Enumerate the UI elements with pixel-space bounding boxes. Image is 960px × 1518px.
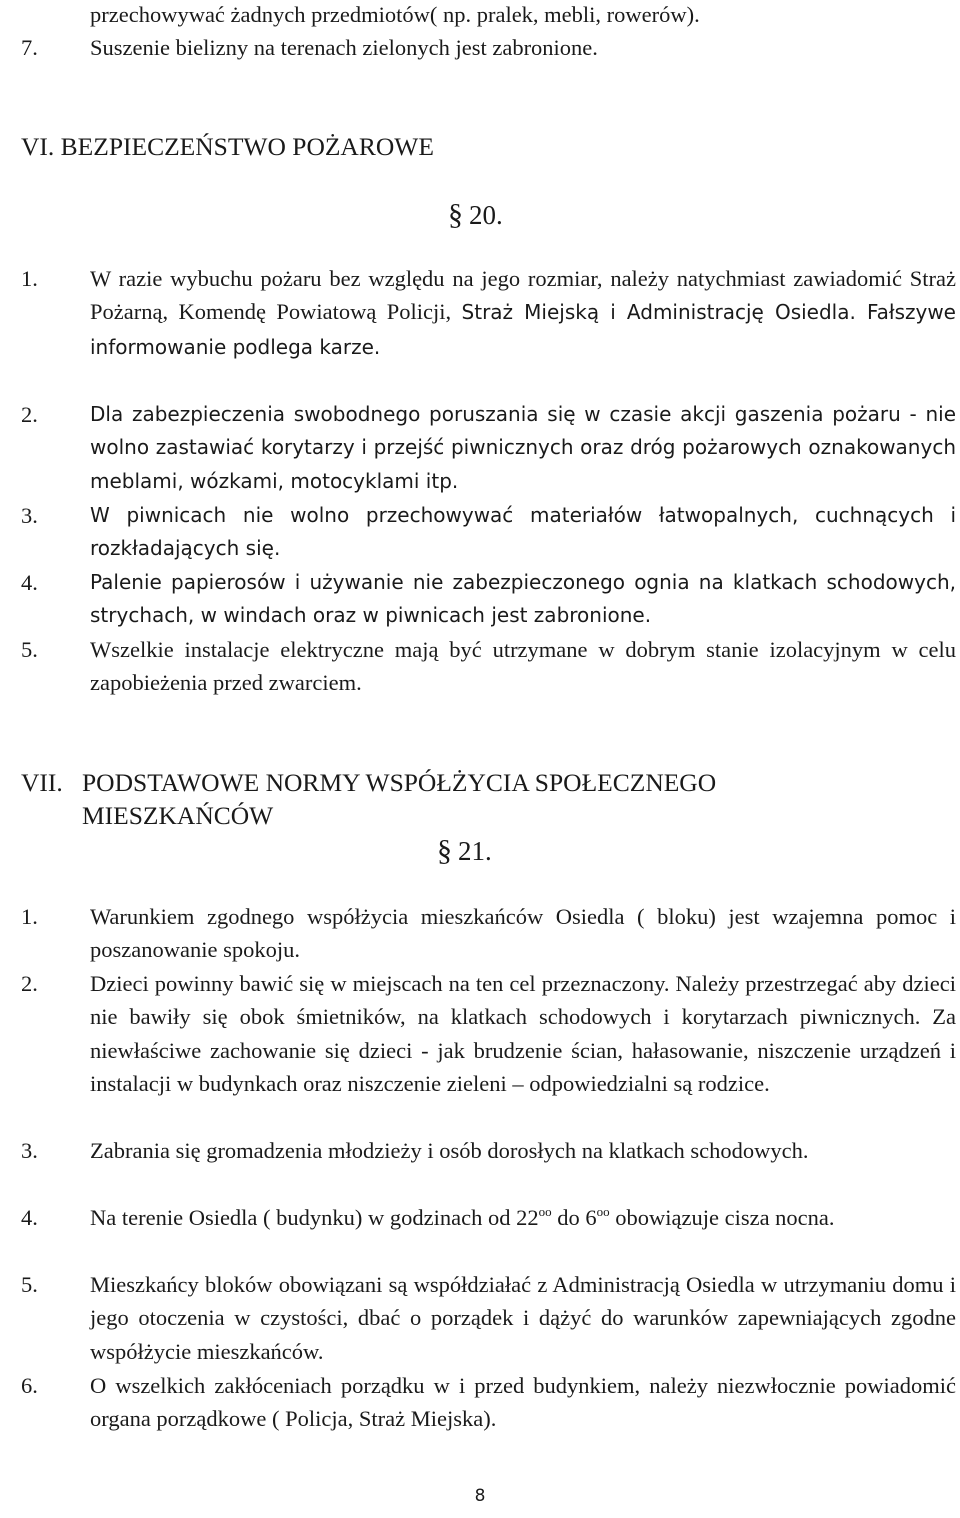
- rule-text: Mieszkańcy bloków obowiązani są współdziałać z Administracją Osiedla w utrzymaniu domu i jego otoczenia w czystości, dbać o porządek i dążyć do warunków zapewniających zgodne współżycie mieszkańców.: [90, 1272, 956, 1364]
- rule-number: 3.: [21, 503, 38, 528]
- section-sign-symbol: §: [437, 834, 452, 867]
- rule-text: Dla zabezpieczenia swobodnego poruszania się w czasie akcji gaszenia pożaru - nie wolno zastawiać korytarzy i przejść piwnicznych oraz dróg pożarowych oznakowanych meblami, wózkami, motocyklami itp.: [90, 402, 956, 493]
- rule-text: O wszelkich zakłóceniach porządku w i przed budynkiem, należy niezwłocznie powiadomić organa porządkowe ( Policja, Straż Miejska).: [90, 1373, 956, 1432]
- section-vi-heading: VI. BEZPIECZEŃSTWO POŻAROWE: [21, 132, 434, 161]
- fire-rule-5: [21, 633, 956, 700]
- rule-number: 5.: [21, 637, 38, 662]
- fire-rule-2: [21, 398, 956, 498]
- norm-rule-2: [21, 967, 956, 1101]
- rule-number: 4.: [21, 1205, 38, 1230]
- norm-rule-1: [21, 900, 956, 967]
- rule-text-part: Na terenie Osiedla ( budynku) w godzinach od 22: [90, 1205, 539, 1230]
- continuation-line: [21, 0, 956, 31]
- rule-text: Warunkiem zgodnego współżycia mieszkańców Osiedla ( bloku) jest wzajemna pomoc i poszanowanie spokoju.: [90, 904, 956, 963]
- paragraph-number: 21.: [458, 836, 492, 866]
- page-number: 8: [474, 1486, 486, 1506]
- rule-number: 5.: [21, 1272, 38, 1297]
- paragraph-21: [437, 834, 492, 868]
- norm-rule-3: [21, 1134, 956, 1167]
- rule-text-part: obowiązuje cisza nocna.: [609, 1205, 835, 1230]
- continuation-text: przechowywać żadnych przedmiotów( np. pralek, mebli, rowerów).: [90, 2, 700, 27]
- rule-text-part: W razie wybuchu pożaru bez względu na jego rozmiar, należy natychmiast zawiadomić Straż Pożarną, Komendę Powiatową Policji,: [90, 266, 956, 325]
- norm-rule-5: [21, 1268, 956, 1368]
- rule-text: Palenie papierosów i używanie nie zabezpieczonego ognia na klatkach schodowych, strychach, w windach oraz w piwnicach jest zabronione.: [90, 570, 956, 628]
- rule-number: 3.: [21, 1138, 38, 1163]
- paragraph-number: 20.: [469, 200, 503, 230]
- time-superscript: oo: [596, 1204, 610, 1219]
- fire-rule-4: [21, 566, 956, 633]
- rule-text: Wszelkie instalacje elektryczne mają być utrzymane w dobrym stanie izolacyjnym w celu zapobieżenia przed zwarciem.: [90, 637, 956, 696]
- rule-number: 1.: [21, 904, 38, 929]
- rule-number: 2.: [21, 971, 38, 996]
- norm-rule-6: [21, 1369, 956, 1436]
- rule-number: 2.: [21, 402, 38, 427]
- rule-text: W piwnicach nie wolno przechowywać materiałów łatwopalnych, cuchnących i rozkładających się.: [90, 503, 956, 561]
- rule-number: 6.: [21, 1373, 38, 1398]
- fire-rule-1: [21, 262, 956, 364]
- rule-text: Zabrania się gromadzenia młodzieży i osób dorosłych na klatkach schodowych.: [90, 1138, 809, 1163]
- paragraph-20: [448, 198, 503, 232]
- fire-rule-3: [21, 499, 956, 566]
- rule-7: [21, 31, 956, 64]
- rule-number: 7.: [21, 35, 38, 60]
- rule-number: 4.: [21, 570, 38, 595]
- time-superscript: oo: [538, 1204, 552, 1219]
- section-vii-heading-line1: PODSTAWOWE NORMY WSPÓŁŻYCIA SPOŁECZNEGO: [82, 768, 717, 797]
- section-sign-symbol: §: [448, 198, 463, 231]
- section-vii-number: VII.: [21, 768, 63, 797]
- rule-number: 1.: [21, 266, 38, 291]
- section-vii-heading-line2: MIESZKAŃCÓW: [82, 801, 274, 830]
- norm-rule-4: [21, 1201, 956, 1234]
- rule-text: Suszenie bielizny na terenach zielonych jest zabronione.: [90, 35, 598, 60]
- rule-text: Dzieci powinny bawić się w miejscach na ten cel przeznaczony. Należy przestrzegać aby dzieci nie bawiły się obok śmietników, na klatkach schodowych i korytarzach piwnicznych. Za niewłaściwe zachowanie się dzieci - jak brudzenie ścian, hałasowanie, niszczenie urządzeń i instalacji w budynkach oraz niszczenie zieleni – odpowiedzialni są rodzice.: [90, 971, 956, 1097]
- rule-text-part: do 6: [551, 1205, 597, 1230]
- rule-text-part: Straż Miejską i Administrację Osiedla. Fałszywe informowanie podlega karze.: [90, 300, 956, 359]
